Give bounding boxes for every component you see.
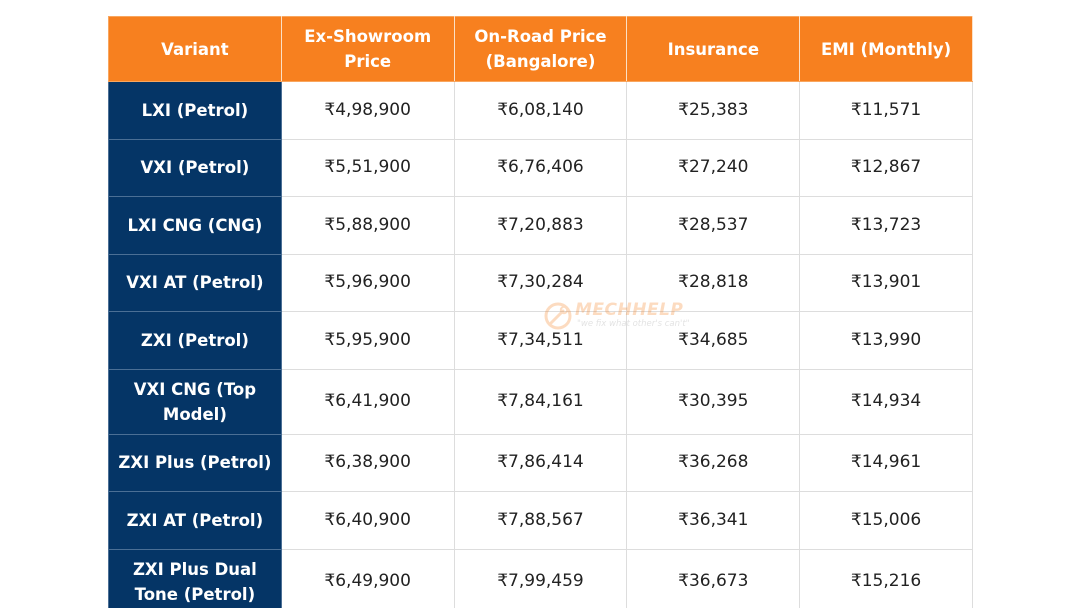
variant-cell <box>109 492 282 550</box>
on-road-price-cell: ₹7,84,161 <box>454 369 627 434</box>
variant-cell <box>109 549 282 608</box>
variant-name: VXI AT (Petrol) <box>126 273 264 293</box>
insurance-cell: ₹28,537 <box>627 197 800 255</box>
variant-cell <box>109 82 282 140</box>
on-road-price-cell: ₹7,20,883 <box>454 197 627 255</box>
variant-cell <box>109 369 282 434</box>
on-road-price-cell: ₹7,34,511 <box>454 312 627 370</box>
variant-name: LXI (Petrol) <box>141 100 249 120</box>
header-ex-showroom-price <box>281 17 454 82</box>
emi-cell: ₹13,990 <box>800 312 973 370</box>
watermark-brand-part-1: MECH <box>575 300 633 320</box>
table-row <box>109 369 973 434</box>
variant-name-line-2: Model) <box>162 404 227 424</box>
variant-name: VXI (Petrol) <box>140 158 250 178</box>
variant-price-table <box>108 16 973 608</box>
watermark-brand-part-2: HELP <box>632 300 684 320</box>
emi-cell: ₹11,571 <box>800 82 973 140</box>
on-road-price-cell: ₹7,86,414 <box>454 434 627 492</box>
variant-cell <box>109 197 282 255</box>
ex-showroom-price-cell: ₹6,38,900 <box>281 434 454 492</box>
variant-name: ZXI (Petrol) <box>140 330 249 350</box>
table-row <box>109 139 973 197</box>
variant-cell <box>109 254 282 312</box>
header-variant <box>109 17 282 82</box>
table-row <box>109 197 973 255</box>
header-emi-label: EMI (Monthly) <box>820 39 952 59</box>
variant-name: ZXI AT (Petrol) <box>126 510 264 530</box>
header-on-road-line-2: (Bangalore) <box>485 52 596 71</box>
on-road-price-cell: ₹7,88,567 <box>454 492 627 550</box>
on-road-price-cell: ₹6,08,140 <box>454 82 627 140</box>
table-row <box>109 254 973 312</box>
variant-cell <box>109 434 282 492</box>
insurance-cell: ₹30,395 <box>627 369 800 434</box>
on-road-price-cell: ₹7,99,459 <box>454 549 627 608</box>
insurance-cell: ₹36,268 <box>627 434 800 492</box>
ex-showroom-price-cell: ₹6,40,900 <box>281 492 454 550</box>
emi-cell: ₹13,901 <box>800 254 973 312</box>
header-ex-showroom-line-2: Price <box>344 52 392 71</box>
emi-cell: ₹12,867 <box>800 139 973 197</box>
emi-cell: ₹14,934 <box>800 369 973 434</box>
ex-showroom-price-cell: ₹5,88,900 <box>281 197 454 255</box>
insurance-cell: ₹36,341 <box>627 492 800 550</box>
ex-showroom-price-cell: ₹5,96,900 <box>281 254 454 312</box>
variant-cell <box>109 139 282 197</box>
insurance-cell: ₹28,818 <box>627 254 800 312</box>
table-row <box>109 434 973 492</box>
header-ex-showroom-line-1: Ex-Showroom <box>304 27 432 46</box>
header-insurance-label: Insurance <box>667 39 760 59</box>
watermark-tagline: "we fix what other's can't" <box>577 319 690 329</box>
emi-cell: ₹13,723 <box>800 197 973 255</box>
table-row <box>109 549 973 608</box>
table-row <box>109 82 973 140</box>
insurance-cell: ₹34,685 <box>627 312 800 370</box>
emi-cell: ₹15,216 <box>800 549 973 608</box>
table-header-row <box>109 17 973 82</box>
emi-cell: ₹14,961 <box>800 434 973 492</box>
on-road-price-cell: ₹6,76,406 <box>454 139 627 197</box>
emi-cell: ₹15,006 <box>800 492 973 550</box>
table-row <box>109 312 973 370</box>
insurance-cell: ₹36,673 <box>627 549 800 608</box>
header-on-road-line-1: On-Road Price <box>474 27 607 46</box>
ex-showroom-price-cell: ₹6,49,900 <box>281 549 454 608</box>
ex-showroom-price-cell: ₹5,95,900 <box>281 312 454 370</box>
ex-showroom-price-cell: ₹4,98,900 <box>281 82 454 140</box>
on-road-price-cell: ₹7,30,284 <box>454 254 627 312</box>
ex-showroom-price-cell: ₹6,41,900 <box>281 369 454 434</box>
insurance-cell: ₹27,240 <box>627 139 800 197</box>
header-variant-label: Variant <box>161 39 229 59</box>
header-emi-monthly <box>800 17 973 82</box>
table-row <box>109 492 973 550</box>
insurance-cell: ₹25,383 <box>627 82 800 140</box>
header-insurance <box>627 17 800 82</box>
variant-name: LXI CNG (CNG) <box>127 215 263 235</box>
ex-showroom-price-cell: ₹5,51,900 <box>281 139 454 197</box>
variant-name-line-2: Tone (Petrol) <box>134 584 256 604</box>
variant-name-line-1: ZXI Plus Dual <box>132 559 257 579</box>
variant-name: ZXI Plus (Petrol) <box>118 453 272 473</box>
variant-name-line-1: VXI CNG (Top <box>133 379 257 399</box>
header-on-road-price <box>454 17 627 82</box>
variant-cell <box>109 312 282 370</box>
